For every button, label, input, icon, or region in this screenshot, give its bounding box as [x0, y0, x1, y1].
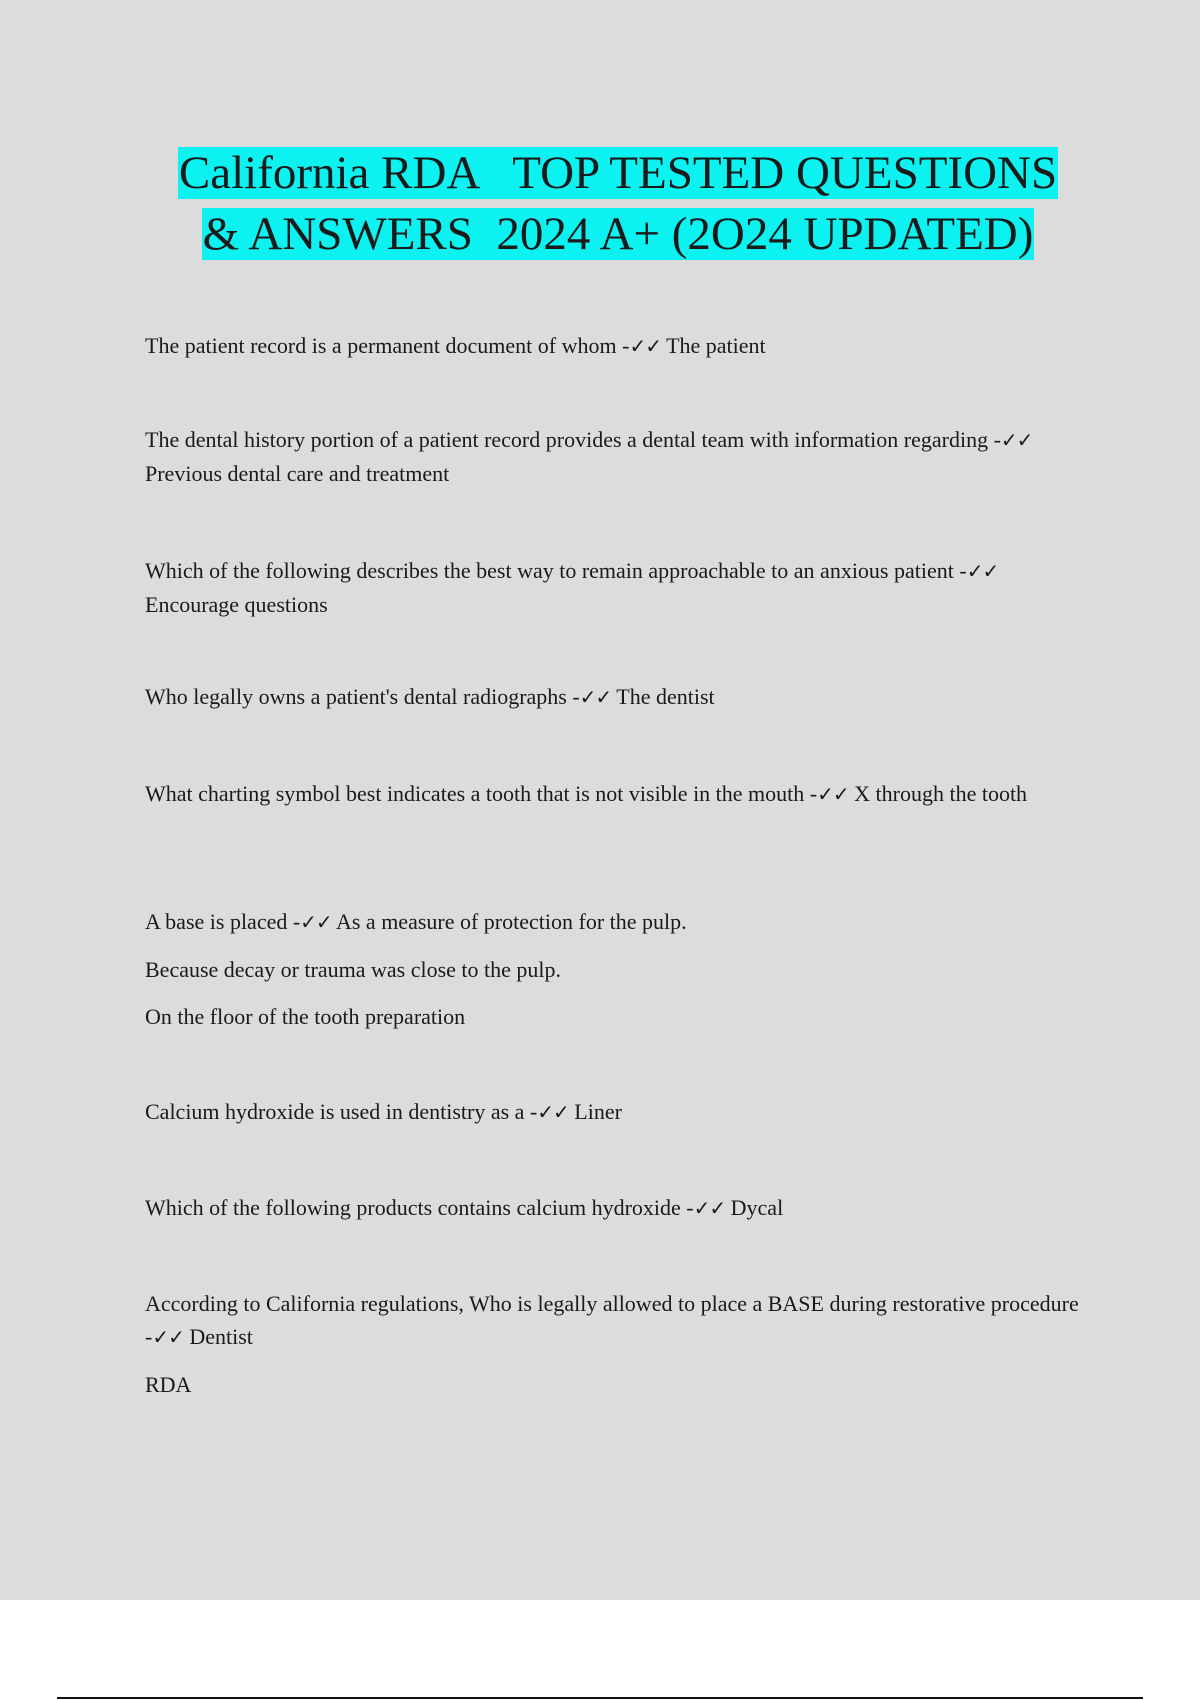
answer-text: X through the tooth — [848, 781, 1028, 806]
qa-item-3 — [145, 554, 1095, 621]
qa-item-7 — [145, 1095, 1095, 1129]
question-text: Which of the following describes the best way to remain approachable to an anxious patient - — [145, 558, 967, 583]
double-check-icon: ✓✓ — [1000, 428, 1033, 452]
answer-text: As a measure of protection for the pulp. — [331, 909, 687, 934]
qa-text — [145, 423, 1095, 490]
answer-text: The patient — [660, 333, 766, 358]
double-check-icon: ✓✓ — [300, 910, 332, 934]
title-line-2: & ANSWERS 2024 A+ (2O24 UPDATED) — [202, 208, 1034, 260]
question-text: Calcium hydroxide is used in dentistry as a - — [145, 1099, 538, 1124]
answer-continuation: On the floor of the tooth preparation — [145, 1004, 466, 1029]
double-check-icon: ✓✓ — [966, 559, 999, 583]
answer-text: The dentist — [611, 684, 715, 709]
question-text: Which of the following products contains calcium hydroxide - — [145, 1195, 694, 1220]
double-check-icon: ✓✓ — [817, 782, 849, 806]
answer-text: Previous dental care and treatment — [145, 461, 450, 486]
qa-text — [145, 554, 1095, 621]
qa-item-9 — [145, 1287, 1095, 1401]
answer-text: Encourage questions — [145, 592, 328, 617]
qa-item-5 — [145, 777, 1095, 811]
double-check-icon: ✓✓ — [152, 1325, 184, 1349]
double-check-icon: ✓✓ — [579, 685, 612, 709]
answer-continuation: RDA — [145, 1372, 192, 1397]
answer-text: Dentist — [183, 1324, 253, 1349]
qa-text — [145, 329, 1095, 363]
qa-text — [145, 1095, 1095, 1129]
qa-item-1 — [145, 329, 1095, 363]
title-line-1: California RDA TOP TESTED QUESTIONS — [178, 147, 1058, 199]
question-text: According to California regulations, Who is legally allowed to place a BASE during restorative procedure - — [145, 1291, 1079, 1349]
qa-text — [145, 1287, 1095, 1354]
answer-continuation: Because decay or trauma was close to the pulp. — [145, 957, 562, 982]
double-check-icon: ✓✓ — [629, 334, 661, 358]
question-text: The patient record is a permanent document of whom - — [145, 333, 630, 358]
answer-text: Dycal — [725, 1195, 784, 1220]
double-check-icon: ✓✓ — [693, 1196, 726, 1220]
question-text: The dental history portion of a patient record provides a dental team with information regarding - — [145, 427, 1001, 452]
qa-item-8 — [145, 1191, 1095, 1225]
qa-item-2 — [145, 423, 1095, 490]
qa-text — [145, 1191, 1095, 1225]
footer-divider — [57, 1697, 1143, 1699]
qa-text — [145, 777, 1095, 811]
question-text: A base is placed - — [145, 909, 301, 934]
qa-text — [145, 680, 1095, 714]
qa-text — [145, 905, 1095, 939]
double-check-icon: ✓✓ — [537, 1100, 569, 1124]
qa-item-4 — [145, 680, 1095, 714]
question-text: Who legally owns a patient's dental radiographs - — [145, 684, 580, 709]
qa-item-6 — [145, 905, 1095, 1033]
question-text: What charting symbol best indicates a tooth that is not visible in the mouth - — [145, 781, 818, 806]
document-title — [0, 143, 1200, 265]
answer-text: Liner — [568, 1099, 622, 1124]
